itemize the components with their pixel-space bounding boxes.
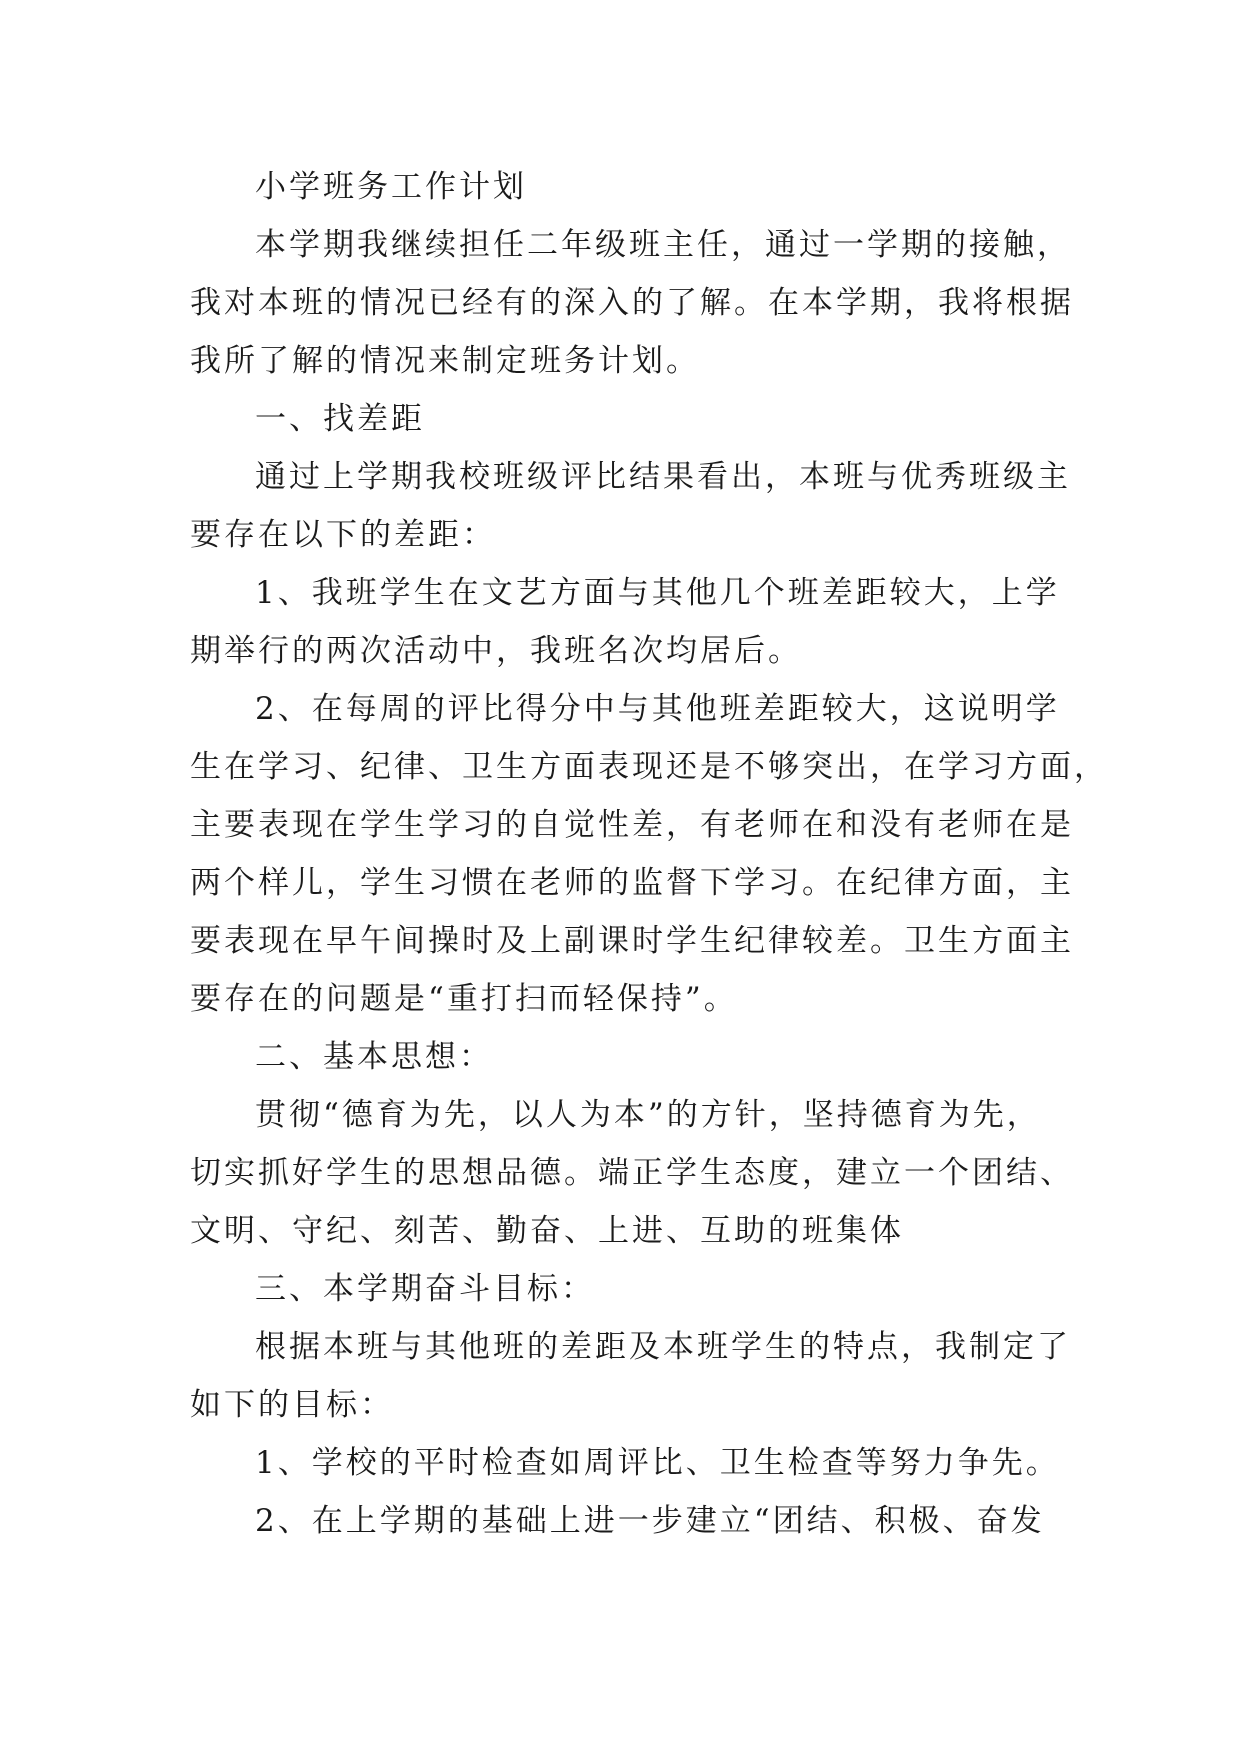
text-line: 本学期我继续担任二年级班主任，通过一学期的接触， [255, 227, 1071, 263]
text-line: 2、在上学期的基础上进一步建立“团结、积极、奋发 [255, 1503, 1045, 1539]
document-title: 小学班务工作计划 [255, 169, 527, 205]
text-line: 2、在每周的评比得分中与其他班差距较大，这说明学 [255, 691, 1060, 727]
text-line: 一、找差距 [255, 401, 425, 437]
text-line: 我对本班的情况已经有的深入的了解。在本学期，我将根据 [190, 285, 1074, 321]
text-line: 要表现在早午间操时及上副课时学生纪律较差。卫生方面主 [190, 923, 1074, 959]
text-line: 文明、守纪、刻苦、勤奋、上进、互助的班集体 [190, 1213, 904, 1249]
text-line: 要存在的问题是“重打扫而轻保持”。 [190, 981, 738, 1017]
text-line: 要存在以下的差距： [190, 517, 496, 553]
text-line: 主要表现在学生学习的自觉性差，有老师在和没有老师在是 [190, 807, 1074, 843]
text-line: 我所了解的情况来制定班务计划。 [190, 343, 700, 379]
text-line: 贯彻“德育为先，以人为本”的方针，坚持德育为先， [255, 1097, 1041, 1133]
text-line: 根据本班与其他班的差距及本班学生的特点，我制定了 [255, 1329, 1071, 1365]
text-line: 1、学校的平时检查如周评比、卫生检查等努力争先。 [255, 1445, 1060, 1481]
text-line: 二、基本思想： [255, 1039, 493, 1075]
text-line: 三、本学期奋斗目标： [255, 1271, 595, 1307]
text-line: 两个样儿，学生习惯在老师的监督下学习。在纪律方面，主 [190, 865, 1074, 901]
text-line: 切实抓好学生的思想品德。端正学生态度，建立一个团结、 [190, 1155, 1074, 1191]
document-body [190, 158, 1108, 1550]
paragraph-lines [190, 216, 1108, 1550]
text-line: 期举行的两次活动中，我班名次均居后。 [190, 633, 802, 669]
text-line: 如下的目标： [190, 1387, 394, 1423]
text-line: 生在学习、纪律、卫生方面表现还是不够突出，在学习方面， [190, 749, 1108, 785]
text-line: 通过上学期我校班级评比结果看出，本班与优秀班级主 [255, 459, 1071, 495]
text-line: 1、我班学生在文艺方面与其他几个班差距较大，上学 [255, 575, 1060, 611]
